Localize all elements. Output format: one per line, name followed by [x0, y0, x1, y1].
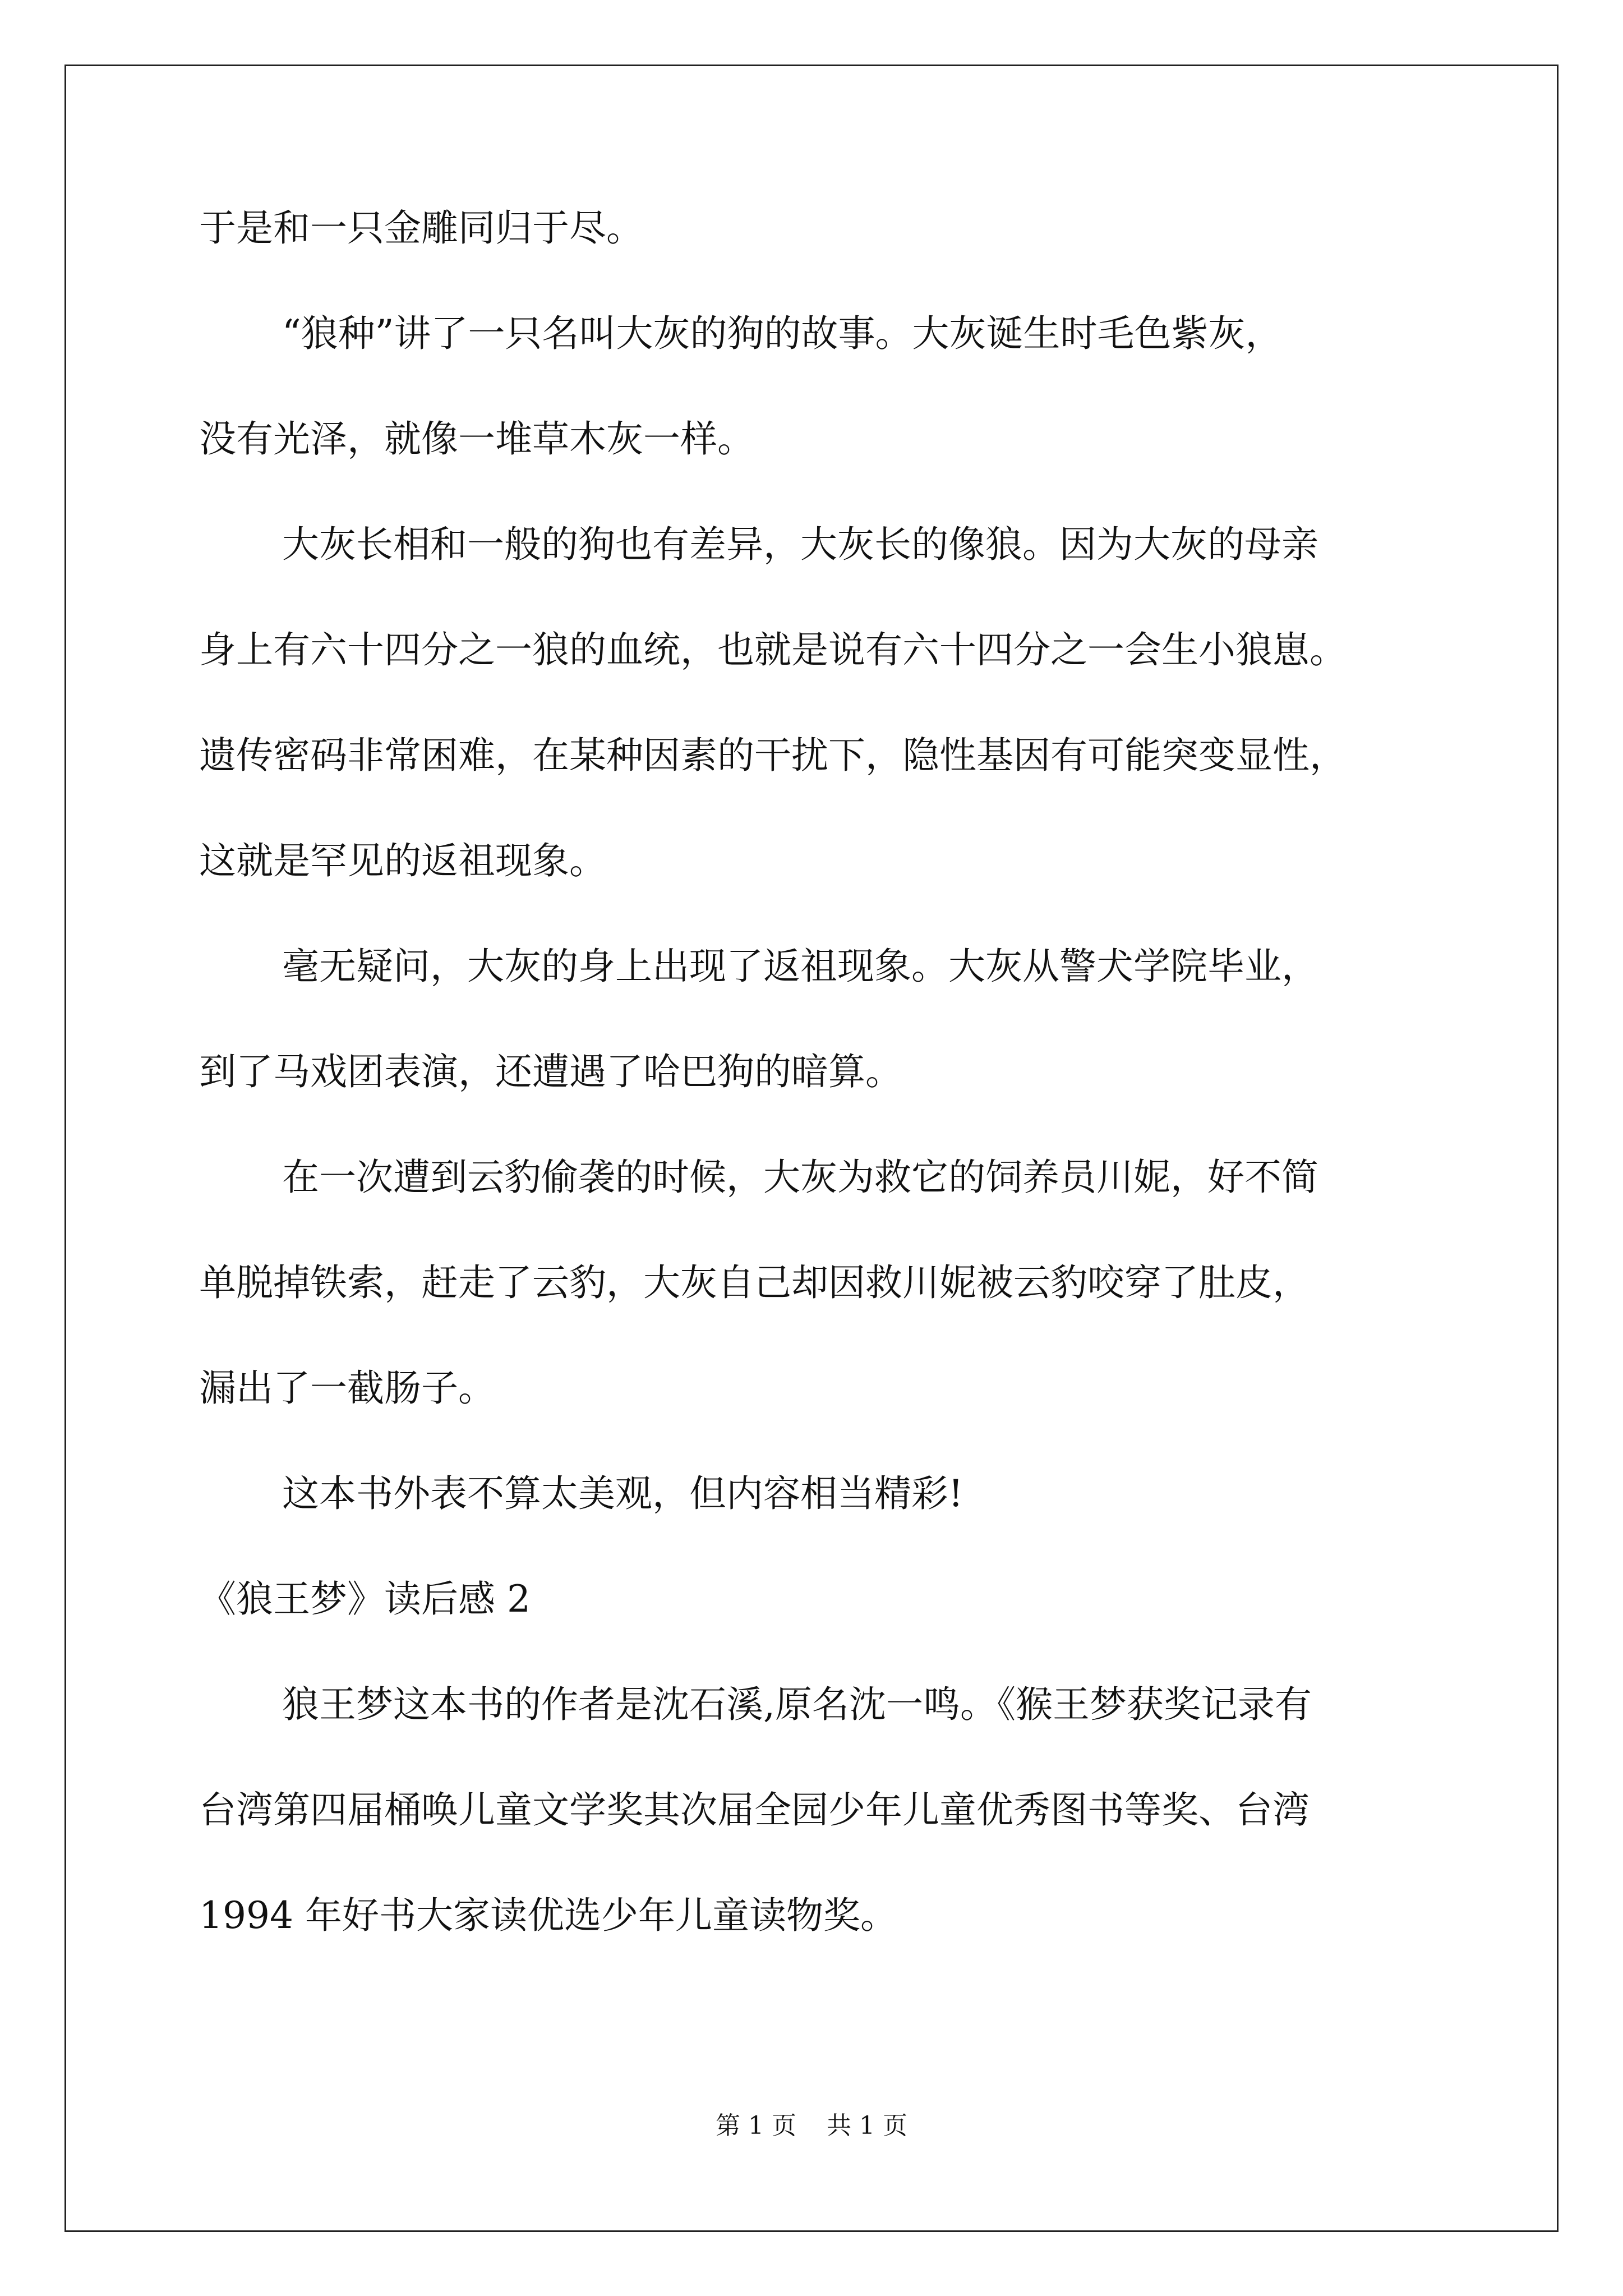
section-heading: 《狼王梦》读后感 2 — [199, 1577, 531, 1621]
paragraph-line: 到了马戏团表演，还遭遇了哈巴狗的暗算。 — [199, 1050, 902, 1093]
paragraph-line: 漏出了一截肠子。 — [199, 1366, 495, 1410]
paragraph-line: 遗传密码非常困难，在某种因素的干扰下，隐性基因有可能突变显性， — [199, 734, 1347, 777]
paragraph-line: 这本书外表不算太美观，但内容相当精彩! — [282, 1472, 963, 1515]
paragraph-line: 1994 年好书大家读优选少年儿童读物奖。 — [199, 1894, 897, 1937]
paragraph-line: 身上有六十四分之一狼的血统，也就是说有六十四分之一会生小狼崽。 — [199, 628, 1347, 671]
paragraph-line: 在一次遭到云豹偷袭的时候，大灰为救它的饲养员川妮，好不简 — [282, 1156, 1318, 1199]
paragraph-line: 于是和一只金雕同归于尽。 — [199, 206, 643, 250]
paragraph-line: 毫无疑问，大灰的身上出现了返祖现象。大灰从警犬学院毕业， — [282, 945, 1318, 988]
document-body — [199, 202, 1455, 1942]
paragraph-line: 没有光泽，就像一堆草木灰一样。 — [199, 417, 754, 461]
page-number: 第 1 页 — [716, 2111, 796, 2140]
paragraph-line: 台湾第四届桶唤儿童文学奖其次届全园少年儿童优秀图书等奖、台湾 — [199, 1788, 1310, 1832]
paragraph-line: 大灰长相和一般的狗也有差异，大灰长的像狼。因为大灰的母亲 — [282, 523, 1318, 566]
paragraph-line: “狼种”讲了一只名叫大灰的狗的故事。大灰诞生时毛色紫灰， — [282, 312, 1283, 355]
paragraph-line: 这就是罕见的返祖现象。 — [199, 839, 606, 882]
paragraph-line: 单脱掉铁索，赶走了云豹，大灰自己却因救川妮被云豹咬穿了肚皮， — [199, 1261, 1310, 1304]
page-footer — [0, 2109, 1623, 2143]
page-total: 共 1 页 — [827, 2111, 907, 2140]
paragraph-line: 狼王梦这本书的作者是沈石溪,原名沈一鸣。《猴王梦获奖记录有 — [282, 1683, 1312, 1726]
